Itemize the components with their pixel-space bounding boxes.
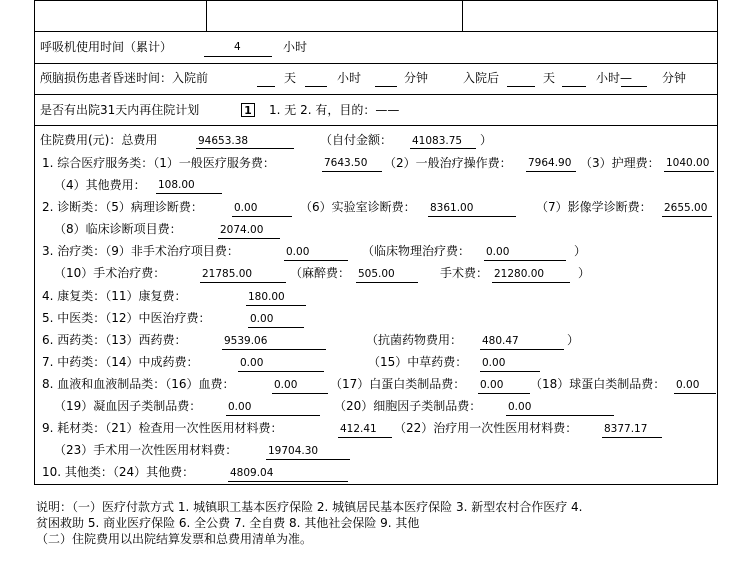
c4-v1: 180.00 xyxy=(248,291,285,303)
c3-close: ） xyxy=(574,244,587,258)
c3-v1: 0.00 xyxy=(286,246,310,258)
underline xyxy=(602,437,662,438)
c8-v5: 0.00 xyxy=(508,401,532,413)
underline xyxy=(222,349,326,350)
coma-label: 颅脑损伤患者昏迷时间：入院前 xyxy=(40,71,209,85)
coma-pre-day: 天 xyxy=(284,71,297,85)
underline xyxy=(322,171,382,172)
underline xyxy=(480,371,540,372)
underline xyxy=(662,216,712,217)
note-line-1: 说明：（一）医疗付款方式 1. 城镇职工基本医疗保险 2. 城镇居民基本医疗保险 3. 新型农村合作医疗 4. xyxy=(36,500,583,514)
ventilator-label: 呼吸机使用时间（累计） xyxy=(40,40,173,54)
underline xyxy=(526,171,576,172)
c3-l3: （10）手术治疗费： xyxy=(54,266,166,280)
coma-post-label: 入院后 xyxy=(463,71,500,85)
total-label: 住院费用(元)：总费用 xyxy=(40,133,158,147)
c8-label: 8. 血液和血液制品类：（16）血费： xyxy=(42,377,235,391)
underline xyxy=(257,86,275,87)
c1-v2: 7964.90 xyxy=(528,157,572,169)
row-divider xyxy=(34,94,718,95)
c1-l3: （3）护理费： xyxy=(580,156,660,170)
underline xyxy=(248,327,304,328)
cell-divider xyxy=(462,0,463,31)
underline xyxy=(305,86,327,87)
underline xyxy=(674,393,716,394)
c6-close: ） xyxy=(567,333,580,347)
underline xyxy=(428,216,516,217)
underline xyxy=(238,371,324,372)
cell-divider xyxy=(206,0,207,31)
underline xyxy=(492,282,570,283)
underline xyxy=(226,415,320,416)
c3-l2: （临床物理治疗费： xyxy=(362,244,471,258)
underline xyxy=(375,86,397,87)
c2-v3: 2655.00 xyxy=(664,202,708,214)
c2-l3: （7）影像学诊断费： xyxy=(536,200,652,214)
underline xyxy=(200,282,286,283)
underline xyxy=(562,86,586,87)
c3-v2: 0.00 xyxy=(486,246,510,258)
c5-v1: 0.00 xyxy=(250,313,274,325)
c2-v2: 8361.00 xyxy=(430,202,474,214)
c2-v4: 2074.00 xyxy=(220,224,264,236)
underline xyxy=(196,148,294,149)
coma-post-hour: 小时— xyxy=(596,71,633,85)
underline xyxy=(266,459,350,460)
c2-l4: （8）临床诊断项目费： xyxy=(54,222,182,236)
note-line-3: （二）住院费用以出院结算发票和总费用清单为准。 xyxy=(36,532,313,546)
c5-label: 5. 中医类：（12）中医治疗费： xyxy=(42,311,211,325)
c8-l4: （19）凝血因子类制品费： xyxy=(54,399,202,413)
c9-v2: 8377.17 xyxy=(604,423,648,435)
c3-l5: 手术费： xyxy=(440,266,489,280)
underline xyxy=(246,305,306,306)
c2-label: 2. 诊断类：（5）病理诊断费： xyxy=(42,200,203,214)
underline xyxy=(506,415,614,416)
ventilator-value: 4 xyxy=(234,41,241,53)
c1-v4: 108.00 xyxy=(158,179,195,191)
readmit-code-box: 1 xyxy=(241,103,255,117)
c8-v1: 0.00 xyxy=(274,379,298,391)
c3-v3: 21785.00 xyxy=(202,268,253,280)
c1-l2: （2）一般治疗操作费： xyxy=(384,156,512,170)
c8-v3: 0.00 xyxy=(676,379,700,391)
c10-label: 10. 其他类：（24）其他费： xyxy=(42,465,195,479)
coma-pre-hour: 小时 xyxy=(337,71,362,85)
c2-l2: （6）实验室诊断费： xyxy=(300,200,416,214)
underline xyxy=(484,260,566,261)
row-divider xyxy=(34,125,718,126)
c1-v1: 7643.50 xyxy=(324,157,368,169)
underline xyxy=(228,481,348,482)
self-pay-close: ） xyxy=(480,133,493,147)
coma-post-day: 天 xyxy=(543,71,556,85)
c1-v3: 1040.00 xyxy=(666,157,710,169)
c3-l4: （麻醉费： xyxy=(290,266,351,280)
c2-v1: 0.00 xyxy=(234,202,258,214)
c9-l3: （23）手术用一次性医用材料费： xyxy=(54,443,238,457)
c9-l2: （22）治疗用一次性医用材料费： xyxy=(394,421,578,435)
c4-label: 4. 康复类：（11）康复费： xyxy=(42,289,187,303)
note-line-2: 贫困救助 5. 商业医疗保险 6. 全公费 7. 全自费 8. 其他社会保险 9. 其他 xyxy=(36,516,420,530)
c6-v1: 9539.06 xyxy=(224,335,268,347)
c1-l4: （4）其他费用： xyxy=(54,178,146,192)
c6-v2: 480.47 xyxy=(482,335,519,347)
c6-label: 6. 西药类：（13）西药费： xyxy=(42,333,187,347)
underline xyxy=(507,86,535,87)
row-divider xyxy=(34,63,718,64)
c8-l3: （18）球蛋白类制品费： xyxy=(530,377,666,391)
readmit-options: 1. 无 2. 有，目的：—— xyxy=(269,103,400,117)
c9-label: 9. 耗材类：（21）检查用一次性医用材料费： xyxy=(42,421,283,435)
c3-v4: 505.00 xyxy=(358,268,395,280)
c7-label: 7. 中药类：（14）中成药费： xyxy=(42,355,199,369)
c8-l2: （17）白蛋白类制品费： xyxy=(330,377,466,391)
underline xyxy=(478,393,530,394)
c8-v2: 0.00 xyxy=(480,379,504,391)
c3-close2: ） xyxy=(578,266,591,280)
ventilator-unit: 小时 xyxy=(283,40,308,54)
c1-label: 1. 综合医疗服务类：（1）一般医疗服务费： xyxy=(42,156,275,170)
coma-pre-min: 分钟 xyxy=(404,71,429,85)
c9-v3: 19704.30 xyxy=(268,445,319,457)
c3-v5: 21280.00 xyxy=(494,268,545,280)
underline xyxy=(356,282,418,283)
underline xyxy=(621,86,647,87)
c8-l5: （20）细胞因子类制品费： xyxy=(334,399,482,413)
underline xyxy=(204,56,272,57)
c3-label: 3. 治疗类：（9）非手术治疗项目费： xyxy=(42,244,239,258)
underline xyxy=(480,349,564,350)
c9-v1: 412.41 xyxy=(340,423,377,435)
underline xyxy=(338,437,392,438)
row-divider xyxy=(34,31,718,32)
underline xyxy=(284,260,348,261)
underline xyxy=(232,216,292,217)
c7-l2: （15）中草药费： xyxy=(368,355,468,369)
underline xyxy=(156,193,222,194)
self-pay-value: 41083.75 xyxy=(412,135,463,147)
c10-v1: 4809.04 xyxy=(230,467,274,479)
underline xyxy=(410,148,476,149)
total-value: 94653.38 xyxy=(198,135,249,147)
c7-v2: 0.00 xyxy=(482,357,506,369)
self-pay-label: （自付金额： xyxy=(320,133,393,147)
c6-l2: （抗菌药物费用： xyxy=(366,333,463,347)
coma-post-min: 分钟 xyxy=(662,71,687,85)
readmit-label: 是否有出院31天内再住院计划 xyxy=(40,103,200,117)
underline xyxy=(664,171,714,172)
underline xyxy=(218,238,280,239)
c8-v4: 0.00 xyxy=(228,401,252,413)
underline xyxy=(272,393,328,394)
c7-v1: 0.00 xyxy=(240,357,264,369)
